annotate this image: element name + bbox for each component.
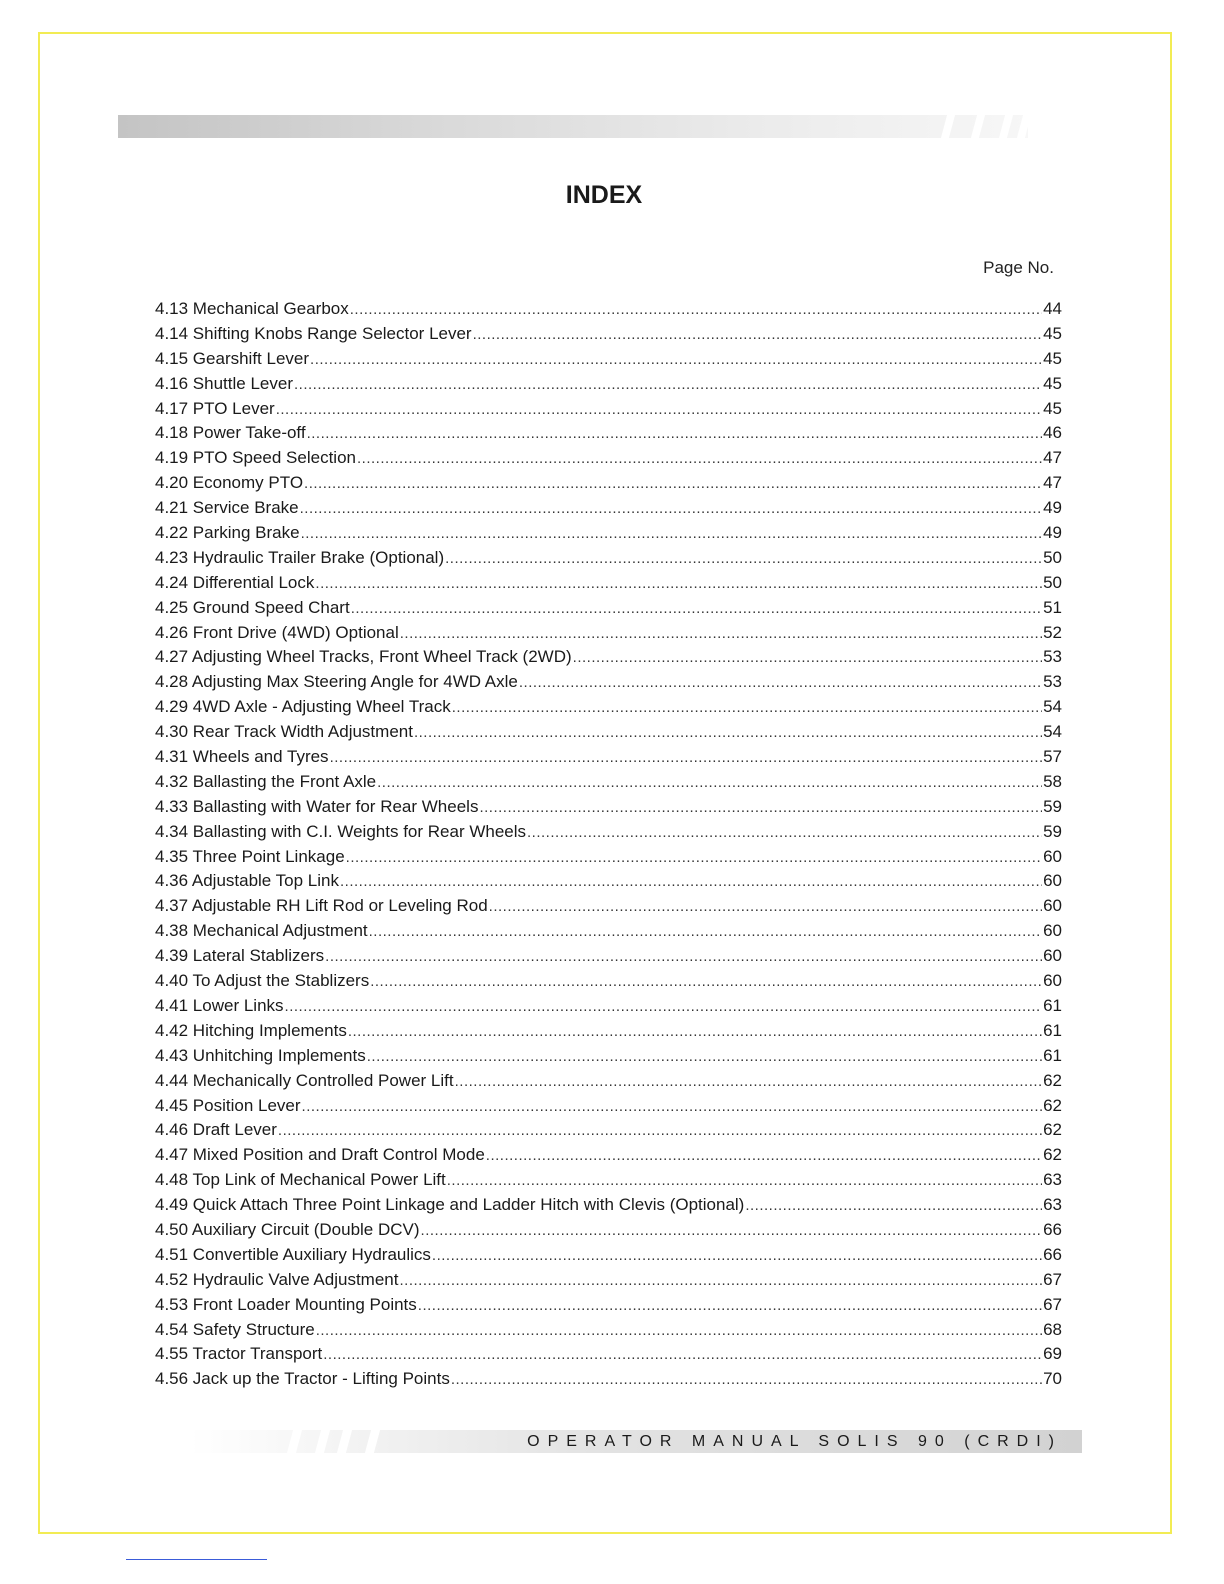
- toc-entry[interactable]: [155, 1367, 1062, 1392]
- toc-entry-label: 4.52 Hydraulic Valve Adjustment: [155, 1269, 399, 1289]
- toc-entry-page: 60: [1043, 871, 1062, 891]
- toc-entry-label: 4.26 Front Drive (4WD) Optional: [155, 622, 399, 642]
- toc-entry[interactable]: [155, 297, 1062, 322]
- toc-entry-label: 4.25 Ground Speed Chart: [155, 597, 350, 617]
- toc-leader-dots: [489, 895, 1042, 920]
- footer-band: [190, 1430, 1082, 1453]
- toc-entry-label: 4.28 Adjusting Max Steering Angle for 4WD Axle: [155, 672, 518, 692]
- toc-entry-label: 4.44 Mechanically Controlled Power Lift: [155, 1070, 454, 1090]
- toc-entry[interactable]: [155, 994, 1062, 1019]
- toc-entry[interactable]: [155, 372, 1062, 397]
- toc-entry-page: 68: [1043, 1319, 1062, 1339]
- toc-entry-label: 4.46 Draft Lever: [155, 1120, 277, 1140]
- toc-entry-page: 52: [1043, 622, 1062, 642]
- toc-entry-page: 45: [1043, 398, 1062, 418]
- toc-leader-dots: [367, 1045, 1042, 1070]
- toc-entry[interactable]: [155, 894, 1062, 919]
- toc-entry-label: 4.32 Ballasting the Front Axle: [155, 771, 377, 791]
- toc-entry-page: 50: [1043, 572, 1062, 592]
- toc-entry[interactable]: [155, 571, 1062, 596]
- toc-entry-page: 66: [1043, 1244, 1062, 1264]
- toc-entry[interactable]: [155, 770, 1062, 795]
- toc-entry[interactable]: [155, 322, 1062, 347]
- toc-leader-dots: [307, 422, 1043, 447]
- toc-entry-page: 67: [1043, 1269, 1062, 1289]
- toc-entry[interactable]: [155, 1019, 1062, 1044]
- footnote-separator: [126, 1559, 267, 1560]
- toc-entry-page: 46: [1043, 423, 1062, 443]
- toc-entry[interactable]: [155, 695, 1062, 720]
- toc-leader-dots: [519, 671, 1042, 696]
- toc-entry-page: 66: [1043, 1219, 1062, 1239]
- toc-entry-page: 61: [1043, 1020, 1062, 1040]
- toc-entry[interactable]: [155, 1143, 1062, 1168]
- toc-leader-dots: [418, 1294, 1042, 1319]
- toc-entry-page: 63: [1043, 1170, 1062, 1190]
- toc-entry[interactable]: [155, 1268, 1062, 1293]
- toc-entry-label: 4.51 Convertible Auxiliary Hydraulics: [155, 1244, 431, 1264]
- toc-leader-dots: [445, 547, 1042, 572]
- toc-entry-page: 49: [1043, 523, 1062, 543]
- toc-entry-label: 4.24 Differential Lock: [155, 572, 315, 592]
- toc-entry[interactable]: [155, 1243, 1062, 1268]
- toc-leader-dots: [351, 597, 1042, 622]
- toc-entry-page: 54: [1043, 722, 1062, 742]
- toc-leader-dots: [414, 721, 1042, 746]
- toc-entry-page: 45: [1043, 373, 1062, 393]
- toc-leader-dots: [304, 472, 1042, 497]
- toc-entry[interactable]: [155, 645, 1062, 670]
- toc-entry[interactable]: [155, 1193, 1062, 1218]
- toc-entry[interactable]: [155, 1094, 1062, 1119]
- toc-entry-page: 61: [1043, 1045, 1062, 1065]
- toc-entry-label: 4.41 Lower Links: [155, 995, 284, 1015]
- toc-entry-page: 70: [1043, 1369, 1062, 1389]
- toc-entry-label: 4.17 PTO Lever: [155, 398, 275, 418]
- toc-leader-dots: [330, 746, 1043, 771]
- toc-entry-page: 63: [1043, 1195, 1062, 1215]
- toc-entry[interactable]: [155, 795, 1062, 820]
- toc-entry-label: 4.20 Economy PTO: [155, 473, 304, 493]
- header-band-gap: [1017, 115, 1028, 138]
- toc-entry-label: 4.39 Lateral Stablizers: [155, 946, 325, 966]
- toc-leader-dots: [745, 1194, 1042, 1219]
- toc-entry-page: 61: [1043, 995, 1062, 1015]
- toc-leader-dots: [447, 1169, 1042, 1194]
- toc-entry-page: 59: [1043, 796, 1062, 816]
- toc-entry-page: 44: [1043, 299, 1062, 318]
- toc-entry-label: 4.38 Mechanical Adjustment: [155, 921, 368, 941]
- toc-entry-page: 54: [1043, 697, 1062, 717]
- toc-entry-label: 4.31 Wheels and Tyres: [155, 747, 329, 767]
- toc-entry-label: 4.14 Shifting Knobs Range Selector Lever: [155, 323, 472, 343]
- toc-entry-page: 67: [1043, 1294, 1062, 1314]
- toc-entry-page: 49: [1043, 498, 1062, 518]
- toc-entry-page: 60: [1043, 946, 1062, 966]
- toc-entry-page: 62: [1043, 1120, 1062, 1140]
- toc-entry-label: 4.27 Adjusting Wheel Tracks, Front Wheel Track (2WD): [155, 647, 572, 667]
- toc-leader-dots: [377, 771, 1042, 796]
- toc-entry-label: 4.16 Shuttle Lever: [155, 373, 293, 393]
- toc-entry-page: 58: [1043, 771, 1062, 791]
- toc-leader-dots: [278, 1119, 1042, 1144]
- toc-entry-page: 60: [1043, 896, 1062, 916]
- toc-entry[interactable]: [155, 1342, 1062, 1367]
- toc-entry[interactable]: [155, 944, 1062, 969]
- toc-entry-page: 47: [1043, 448, 1062, 468]
- toc-entry[interactable]: [155, 496, 1062, 521]
- toc-leader-dots: [473, 323, 1042, 348]
- header-band-gap: [999, 115, 1013, 138]
- toc-leader-dots: [346, 846, 1042, 871]
- toc-entry-label: 4.54 Safety Structure: [155, 1319, 315, 1339]
- toc-entry[interactable]: [155, 421, 1062, 446]
- toc-entry-page: 53: [1043, 647, 1062, 667]
- toc-leader-dots: [301, 522, 1042, 547]
- toc-entry[interactable]: [155, 1168, 1062, 1193]
- toc-leader-dots: [527, 821, 1042, 846]
- toc-entry-label: 4.23 Hydraulic Trailer Brake (Optional): [155, 547, 445, 567]
- toc-leader-dots: [294, 373, 1042, 398]
- toc-leader-dots: [452, 696, 1042, 721]
- toc-entry-label: 4.13 Mechanical Gearbox: [155, 299, 349, 318]
- toc-entry-label: 4.15 Gearshift Lever: [155, 348, 310, 368]
- toc-entry-label: 4.18 Power Take-off: [155, 423, 306, 443]
- toc-entry[interactable]: [155, 670, 1062, 695]
- toc-leader-dots: [348, 1020, 1042, 1045]
- toc-entry-label: 4.36 Adjustable Top Link: [155, 871, 339, 891]
- toc-entry-page: 60: [1043, 971, 1062, 991]
- toc-entry[interactable]: [155, 521, 1062, 546]
- table-of-contents: [155, 297, 1062, 1392]
- toc-entry-label: 4.35 Three Point Linkage: [155, 846, 345, 866]
- header-band-gap: [941, 115, 955, 138]
- toc-leader-dots: [486, 1144, 1042, 1169]
- toc-leader-dots: [421, 1219, 1043, 1244]
- toc-leader-dots: [357, 447, 1042, 472]
- toc-leader-dots: [323, 1343, 1042, 1368]
- toc-entry-label: 4.30 Rear Track Width Adjustment: [155, 722, 413, 742]
- toc-entry[interactable]: [155, 1293, 1062, 1318]
- toc-leader-dots: [310, 348, 1042, 373]
- toc-entry-page: 62: [1043, 1095, 1062, 1115]
- toc-entry-page: 45: [1043, 323, 1062, 343]
- toc-entry[interactable]: [155, 845, 1062, 870]
- toc-entry[interactable]: [155, 446, 1062, 471]
- toc-entry[interactable]: [155, 1118, 1062, 1143]
- toc-leader-dots: [479, 796, 1042, 821]
- toc-entry-label: 4.29 4WD Axle - Adjusting Wheel Track: [155, 697, 451, 717]
- toc-entry[interactable]: [155, 596, 1062, 621]
- toc-leader-dots: [300, 497, 1042, 522]
- toc-entry-label: 4.19 PTO Speed Selection: [155, 448, 356, 468]
- toc-leader-dots: [451, 1368, 1042, 1393]
- toc-entry[interactable]: [155, 621, 1062, 646]
- toc-entry[interactable]: [155, 397, 1062, 422]
- toc-leader-dots: [369, 920, 1042, 945]
- toc-leader-dots: [325, 945, 1042, 970]
- toc-entry-page: 59: [1043, 821, 1062, 841]
- toc-entry-label: 4.33 Ballasting with Water for Rear Wheels: [155, 796, 479, 816]
- toc-leader-dots: [432, 1244, 1042, 1269]
- toc-entry-label: 4.22 Parking Brake: [155, 523, 300, 543]
- toc-entry-page: 45: [1043, 348, 1062, 368]
- header-band-gap: [971, 115, 985, 138]
- toc-entry-label: 4.34 Ballasting with C.I. Weights for Rear Wheels: [155, 821, 527, 841]
- toc-leader-dots: [316, 1319, 1042, 1344]
- toc-entry-label: 4.42 Hitching Implements: [155, 1020, 347, 1040]
- toc-leader-dots: [399, 1269, 1042, 1294]
- toc-entry-page: 47: [1043, 473, 1062, 493]
- toc-entry-label: 4.21 Service Brake: [155, 498, 299, 518]
- toc-entry[interactable]: [155, 1069, 1062, 1094]
- toc-entry[interactable]: [155, 820, 1062, 845]
- toc-entry-page: 53: [1043, 672, 1062, 692]
- toc-entry-page: 57: [1043, 747, 1062, 767]
- toc-entry-label: 4.56 Jack up the Tractor - Lifting Points: [155, 1369, 450, 1389]
- toc-entry-label: 4.53 Front Loader Mounting Points: [155, 1294, 417, 1314]
- toc-leader-dots: [370, 970, 1042, 995]
- toc-entry-label: 4.43 Unhitching Implements: [155, 1045, 366, 1065]
- footer-band-gap: [337, 1430, 352, 1453]
- page-title: INDEX: [565, 181, 643, 209]
- toc-entry[interactable]: [155, 720, 1062, 745]
- toc-leader-dots: [285, 995, 1043, 1020]
- footer-title: OPERATOR MANUAL SOLIS 90 (CRDI): [527, 1433, 1062, 1450]
- toc-entry-label: 4.49 Quick Attach Three Point Linkage and Ladder Hitch with Clevis (Optional): [155, 1195, 745, 1215]
- page-no-label: Page No.: [983, 258, 1054, 277]
- toc-entry-label: 4.45 Position Lever: [155, 1095, 301, 1115]
- toc-leader-dots: [573, 646, 1042, 671]
- toc-entry[interactable]: [155, 919, 1062, 944]
- toc-entry-label: 4.37 Adjustable RH Lift Rod or Leveling Rod: [155, 896, 488, 916]
- toc-leader-dots: [340, 870, 1042, 895]
- toc-leader-dots: [276, 398, 1042, 423]
- toc-entry[interactable]: [155, 546, 1062, 571]
- toc-entry-page: 50: [1043, 547, 1062, 567]
- footer-band-gap: [315, 1430, 330, 1453]
- toc-leader-dots: [350, 298, 1042, 323]
- toc-entry-label: 4.47 Mixed Position and Draft Control Mode: [155, 1145, 485, 1165]
- toc-entry[interactable]: [155, 471, 1062, 496]
- toc-leader-dots: [302, 1095, 1043, 1120]
- toc-entry[interactable]: [155, 1218, 1062, 1243]
- toc-entry[interactable]: [155, 745, 1062, 770]
- toc-entry-page: 60: [1043, 846, 1062, 866]
- toc-entry[interactable]: [155, 347, 1062, 372]
- toc-entry-page: 69: [1043, 1344, 1062, 1364]
- toc-entry-page: 51: [1043, 597, 1062, 617]
- toc-leader-dots: [400, 622, 1042, 647]
- footer-band-gap: [287, 1430, 302, 1453]
- toc-entry[interactable]: [155, 869, 1062, 894]
- toc-entry[interactable]: [155, 969, 1062, 994]
- toc-entry-label: 4.50 Auxiliary Circuit (Double DCV): [155, 1219, 420, 1239]
- toc-entry-page: 62: [1043, 1145, 1062, 1165]
- toc-entry-page: 62: [1043, 1070, 1062, 1090]
- toc-entry-page: 60: [1043, 921, 1062, 941]
- header-band: [118, 115, 1028, 138]
- toc-entry-label: 4.48 Top Link of Mechanical Power Lift: [155, 1170, 446, 1190]
- toc-leader-dots: [315, 572, 1042, 597]
- toc-leader-dots: [455, 1070, 1042, 1095]
- toc-entry[interactable]: [155, 1318, 1062, 1343]
- footer-band-gap: [365, 1430, 380, 1453]
- toc-entry-label: 4.55 Tractor Transport: [155, 1344, 323, 1364]
- toc-entry[interactable]: [155, 1044, 1062, 1069]
- toc-entry-label: 4.40 To Adjust the Stablizers: [155, 971, 370, 991]
